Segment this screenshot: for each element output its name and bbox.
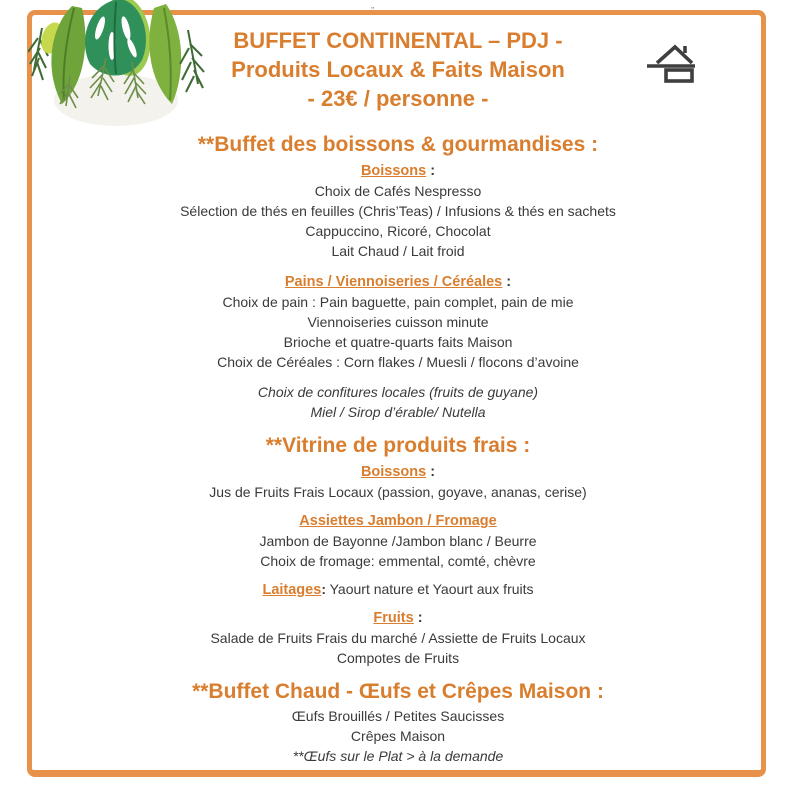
menu-line: Jus de Fruits Frais Locaux (passion, goyave, ananas, cerise) xyxy=(209,484,587,500)
subheading-colon: : xyxy=(426,464,436,480)
menu-line-italic: Miel / Sirop d’érable/ Nutella xyxy=(310,404,486,420)
title-line-3: - 23€ / personne - xyxy=(307,86,489,111)
menu-line: Choix de fromage: emmental, comté, chèvre xyxy=(260,553,536,569)
subheading-colon: : xyxy=(426,163,436,179)
subheading-label: Boissons xyxy=(360,464,427,480)
subheading-boissons-vitrine xyxy=(38,463,758,482)
menu-line: Choix de Céréales : Corn flakes / Muesli / flocons d’avoine xyxy=(217,354,579,370)
subheading-colon: : xyxy=(502,274,512,290)
menu-line: Cappuccino, Ricoré, Chocolat xyxy=(305,223,491,239)
menu-content xyxy=(38,26,758,766)
subheading-laitages xyxy=(38,579,758,600)
subheading-boissons xyxy=(38,162,758,181)
tropical-leaves-image xyxy=(28,0,206,132)
menu-line-italic: Choix de confitures locales (fruits de guyane) xyxy=(257,384,539,400)
menu-line: Viennoiseries cuisson minute xyxy=(307,314,489,330)
subheading-label: Laitages xyxy=(262,582,322,598)
section-heading: **Vitrine de produits frais : xyxy=(265,434,531,457)
section-heading: **Buffet des boissons & gourmandises : xyxy=(197,133,599,156)
subheading-label: Assiettes Jambon / Fromage xyxy=(299,513,497,529)
menu-line: Crêpes Maison xyxy=(350,728,446,744)
menu-line: Yaourt nature et Yaourt aux fruits xyxy=(325,581,534,597)
section-heading: **Buffet Chaud - Œufs et Crêpes Maison : xyxy=(192,680,604,703)
subheading-assiettes xyxy=(38,512,758,531)
menu-line: Choix de Cafés Nespresso xyxy=(314,183,482,199)
subheading-colon: : xyxy=(321,581,326,597)
menu-line: Lait Chaud / Lait froid xyxy=(331,243,465,259)
title-line-2: Produits Locaux & Faits Maison xyxy=(231,57,565,82)
menu-note-italic: **Œufs sur le Plat > à la demande xyxy=(292,748,504,764)
menu-line: Choix de pain : Pain baguette, pain complet, pain de mie xyxy=(222,294,574,310)
subheading-colon: : xyxy=(413,610,423,626)
subheading-fruits xyxy=(38,609,758,628)
subheading-label: Pains / Viennoiseries / Céréales xyxy=(284,274,503,290)
section-buffet-chaud xyxy=(38,678,758,766)
menu-line: Œufs Brouillés / Petites Saucisses xyxy=(291,708,505,724)
section-vitrine xyxy=(38,432,758,668)
subheading-pains xyxy=(38,273,758,292)
menu-line: Jambon de Bayonne /Jambon blanc / Beurre xyxy=(259,533,537,549)
menu-line: Brioche et quatre-quarts faits Maison xyxy=(283,334,513,350)
section-boissons-gourmandises xyxy=(38,131,758,422)
subheading-label: Boissons xyxy=(360,163,427,179)
menu-line: Salade de Fruits Frais du marché / Assiette de Fruits Locaux xyxy=(210,630,586,646)
menu-line: Compotes de Fruits xyxy=(336,650,460,666)
scan-artifact-mark: ” xyxy=(371,6,376,17)
title-line-1: BUFFET CONTINENTAL – PDJ - xyxy=(233,28,563,53)
menu-line: Sélection de thés en feuilles (Chris’Teas) / Infusions & thés en sachets xyxy=(180,203,616,219)
subheading-label: Fruits xyxy=(373,610,414,626)
